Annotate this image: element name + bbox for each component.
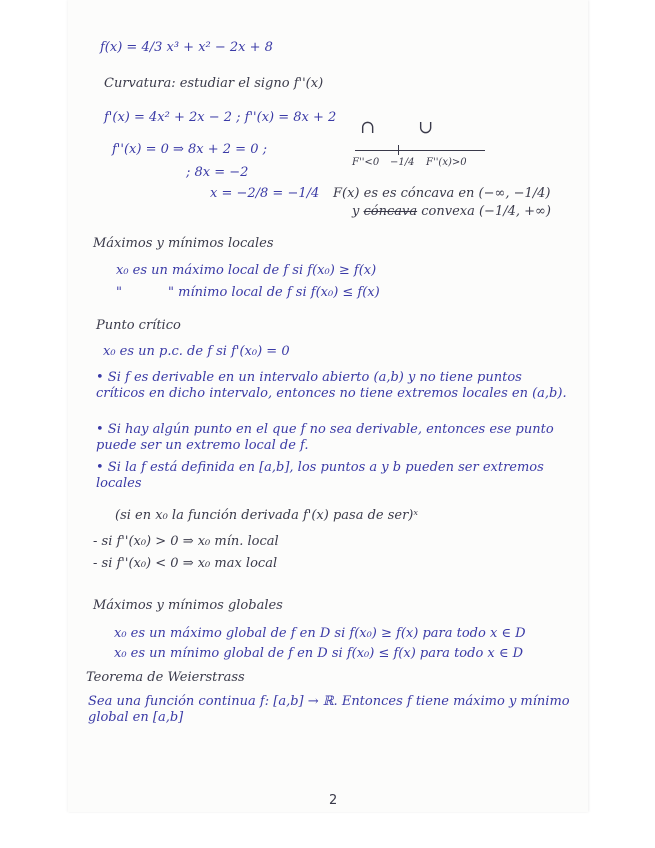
curvatura-line: Curvatura: estudiar el signo f''(x) [104,76,324,91]
critical-bullet-3: • Si la f está definida en [a,b], los puntos a y b pueden ser extremos locales [96,460,544,491]
heading-critical-point: Punto crítico [96,318,181,333]
equation-line-1: f''(x) = 0 ⇒ 8x + 2 = 0 ; [112,142,267,157]
concave-symbol: ∩ [360,117,376,138]
weierstrass-statement: Sea una función continua f: [a,b] → ℝ. Entonces f tiene máximo y mínimo global en [a,b] [88,694,570,725]
local-min-condition: - si f''(x₀) > 0 ⇒ x₀ mín. local [93,534,279,549]
sign-axis [355,150,485,151]
global-min-definition: x₀ es un mínimo global de f en D si f(x₀) ≤ f(x) para todo x ∈ D [114,646,524,661]
conclusion-line-1: F(x) es es cóncava en (−∞, −1/4) [333,186,551,201]
equation-line-3: x = −2/8 = −1/4 [210,186,320,201]
local-min-ditto-mark: " [116,285,122,300]
critical-point-definition: x₀ es un p.c. de f si f'(x₀) = 0 [103,344,290,359]
sign-mid-label: −1/4 [390,157,415,168]
local-min-definition: " mínimo local de f si f(x₀) ≤ f(x) [168,285,380,300]
conclusion-y: y [352,204,360,219]
sign-axis-tick [398,145,399,155]
conclusion-convexa: convexa (−1/4, +∞) [421,204,551,219]
heading-local-extrema: Máximos y mínimos locales [93,236,274,251]
equation-line-2: ; 8x = −2 [186,165,249,180]
critical-bullet-2: • Si hay algún punto en el que f no sea derivable, entonces ese punto puede ser un extremo local de f. [96,422,554,453]
local-max-condition: - si f''(x₀) < 0 ⇒ x₀ max local [93,556,278,571]
heading-global-extrema: Máximos y mínimos globales [93,598,283,613]
heading-weierstrass: Teorema de Weierstrass [86,670,245,685]
derivative-sign-note: (si en x₀ la función derivada f'(x) pasa de ser)ˣ [115,508,418,523]
conclusion-line-2 [352,204,551,220]
sign-left-label: F''<0 [352,157,380,168]
local-max-definition: x₀ es un máximo local de f si f(x₀) ≥ f(x) [116,263,377,278]
critical-bullet-1: • Si f es derivable en un intervalo abierto (a,b) y no tiene puntos críticos en dicho intervalo, entonces no tiene extremos locales en (a,b). [96,370,567,401]
sign-right-label: F''(x)>0 [426,157,467,168]
derivatives-line: f'(x) = 4x² + 2x − 2 ; f''(x) = 8x + 2 [104,110,337,125]
global-max-definition: x₀ es un máximo global de f en D si f(x₀) ≥ f(x) para todo x ∈ D [114,626,526,641]
conclusion-strikethrough: cóncava [363,204,418,219]
function-definition: f(x) = 4/3 x³ + x² − 2x + 8 [100,40,273,55]
convex-symbol: ∪ [418,117,434,138]
page-number: 2 [329,793,338,808]
